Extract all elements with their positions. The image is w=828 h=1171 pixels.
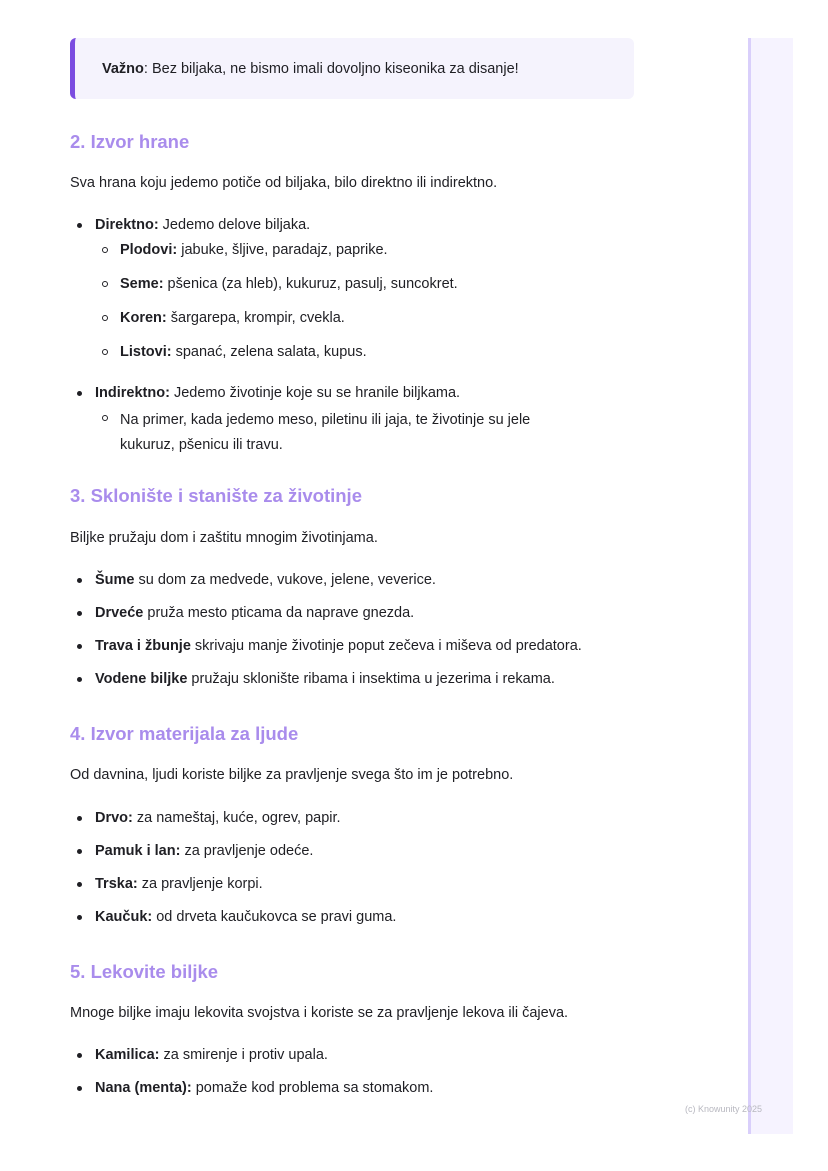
- list-item: Direktno: Jedemo delove biljaka.: [70, 215, 650, 235]
- food-list: [70, 215, 650, 458]
- list-item: Šume su dom za medvede, vukove, jelene, veverice.: [70, 570, 650, 590]
- list-item: Vodene biljke pružaju sklonište ribama i insektima u jezerima i rekama.: [70, 669, 650, 689]
- section-heading-food: 2. Izvor hrane: [70, 131, 190, 152]
- list-item: Koren: šargarepa, krompir, cvekla.: [70, 308, 650, 328]
- section-lead-medicinal: Mnoge biljke imaju lekovita svojstva i koriste se za pravljenje lekova ili čajeva.: [70, 1005, 569, 1021]
- list-item: Plodovi: jabuke, šljive, paradajz, paprike.: [70, 240, 650, 260]
- materials-list: [70, 808, 650, 927]
- list-item: Kamilica: za smirenje i protiv upala.: [70, 1045, 650, 1065]
- section-heading-materials: 4. Izvor materijala za ljude: [70, 723, 299, 744]
- important-callout: [70, 38, 634, 99]
- list-item: Seme: pšenica (za hleb), kukuruz, pasulj, suncokret.: [70, 274, 650, 294]
- copyright-footer: (c) Knowunity 2025: [685, 1104, 763, 1114]
- list-item: Na primer, kada jedemo meso, piletinu ili jaja, te životinje su jele kukuruz, pšenicu ili travu.: [70, 408, 650, 458]
- section-lead-shelter: Biljke pružaju dom i zaštitu mnogim životinjama.: [70, 530, 378, 546]
- section-heading-shelter: 3. Sklonište i stanište za životinje: [70, 485, 362, 506]
- section-lead-materials: Od davnina, ljudi koriste biljke za pravljenje svega što im je potrebno.: [70, 767, 514, 783]
- shelter-list: [70, 570, 650, 689]
- side-margin-panel: [748, 38, 793, 1134]
- section-heading-medicinal: 5. Lekovite biljke: [70, 961, 219, 982]
- list-item: Trava i žbunje skrivaju manje životinje poput zečeva i miševa od predatora.: [70, 636, 650, 656]
- list-item: Listovi: spanać, zelena salata, kupus.: [70, 342, 650, 362]
- list-item: Drveće pruža mesto pticama da naprave gnezda.: [70, 603, 650, 623]
- callout-text: : Bez biljaka, ne bismo imali dovoljno kiseonika za disanje!: [143, 60, 519, 77]
- section-lead-food: Sva hrana koju jedemo potiče od biljaka, bilo direktno ili indirektno.: [70, 175, 498, 191]
- list-item: Indirektno: Jedemo životinje koje su se hranile biljkama.: [70, 383, 650, 403]
- list-item: Drvo: za nameštaj, kuće, ogrev, papir.: [70, 808, 650, 828]
- document-content: [70, 38, 650, 1096]
- list-item: Nana (menta): pomaže kod problema sa stomakom.: [70, 1078, 650, 1098]
- list-item: Kaučuk: od drveta kaučukovca se pravi guma.: [70, 907, 650, 927]
- medicinal-list: [70, 1045, 650, 1098]
- list-item: Pamuk i lan: za pravljenje odeće.: [70, 841, 650, 861]
- callout-label: Važno: [102, 60, 144, 77]
- list-item: Trska: za pravljenje korpi.: [70, 874, 650, 894]
